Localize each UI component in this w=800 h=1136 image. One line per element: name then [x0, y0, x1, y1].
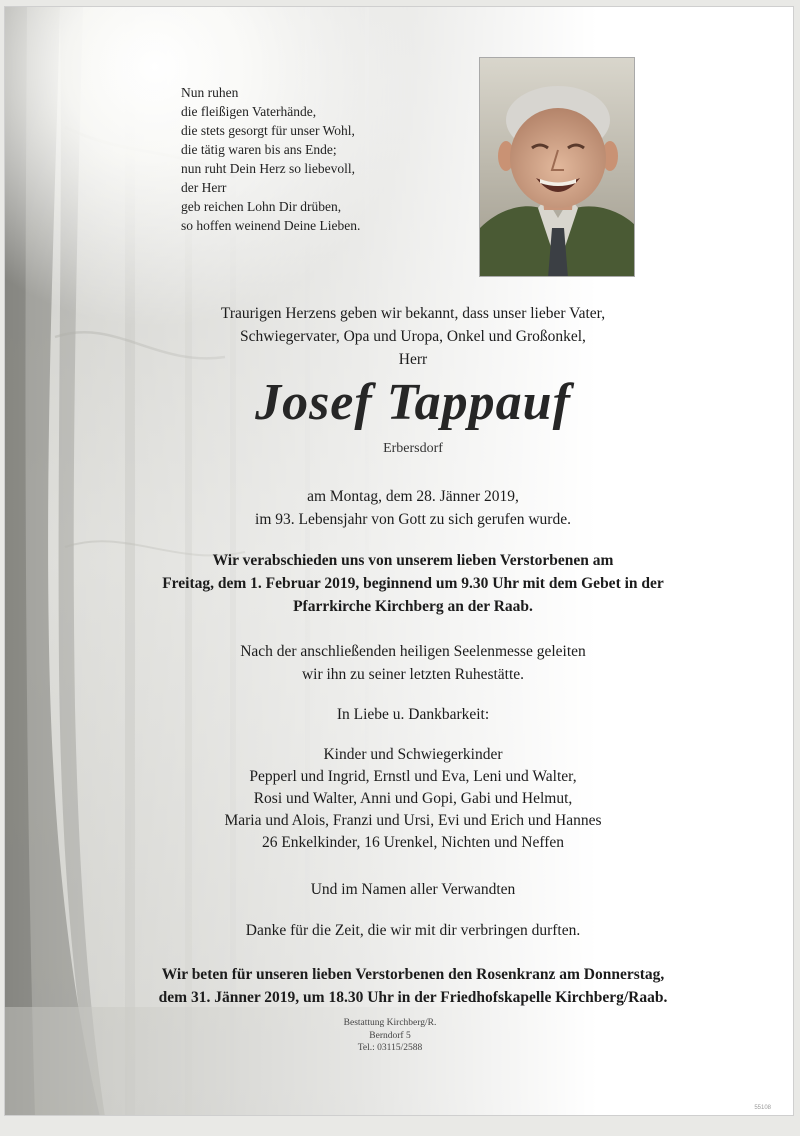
farewell-line: Wir verabschieden uns von unserem lieben Verstorbenen am: [212, 552, 614, 569]
poem-line: die tätig waren bis ans Ende;: [181, 142, 337, 157]
portrait-photo: [479, 57, 635, 277]
poem-line: so hoffen weinend Deine Lieben.: [181, 218, 361, 233]
mass-line: Nach der anschließenden heiligen Seelenmesse geleiten: [240, 643, 586, 660]
family-line: 26 Enkelkinder, 16 Urenkel, Nichten und Neffen: [261, 834, 565, 851]
death-line: im 93. Lebensjahr von Gott zu sich gerufen wurde.: [255, 511, 571, 528]
poem-line: geb reichen Lohn Dir drüben,: [181, 199, 342, 214]
undertaker-info: [305, 1017, 475, 1055]
love-gratitude-line: In Liebe u. Dankbarkeit:: [336, 706, 490, 723]
undertaker-line: Berndorf 5: [369, 1030, 411, 1041]
deceased-name: Josef Tappauf: [255, 374, 571, 431]
obituary-sheet: [4, 6, 794, 1116]
family-line: Rosi und Walter, Anni und Gopi, Gabi und Helmut,: [253, 790, 573, 807]
rosary-line: Wir beten für unseren lieben Verstorbenen den Rosenkranz am Donnerstag,: [161, 966, 665, 983]
relatives-line: Und im Namen aller Verwandten: [310, 881, 516, 898]
farewell-line: Freitag, dem 1. Februar 2019, beginnend um 9.30 Uhr mit dem Gebet in der: [162, 575, 664, 592]
undertaker-line: Bestattung Kirchberg/R.: [343, 1018, 437, 1028]
farewell-notice: [85, 549, 741, 618]
undertaker-line: Tel.: 03115/2588: [357, 1043, 423, 1053]
rosary-line: dem 31. Jänner 2019, um 18.30 Uhr in der Friedhofskapelle Kirchberg/Raab.: [158, 989, 668, 1006]
mass-line: wir ihn zu seiner letzten Ruhestätte.: [301, 666, 525, 683]
rosary-notice: [85, 963, 741, 1009]
intro-line: Schwiegervater, Opa und Uropa, Onkel und Großonkel,: [240, 328, 586, 345]
death-notice: [85, 485, 741, 531]
poem-line: die fleißigen Vaterhände,: [181, 104, 317, 119]
poem-line: die stets gesorgt für unser Wohl,: [181, 123, 355, 138]
farewell-line: Pfarrkirche Kirchberg an der Raab.: [293, 598, 533, 615]
announcement-intro: [85, 302, 741, 371]
family-list: [85, 744, 741, 854]
memorial-poem: [181, 83, 441, 235]
intro-line: Traurigen Herzens geben wir bekannt, dass unser lieber Vater,: [220, 305, 606, 322]
mass-notice: [85, 640, 741, 686]
death-line: am Montag, dem 28. Jänner 2019,: [307, 488, 519, 505]
deceased-place: Erbersdorf: [383, 441, 443, 456]
poem-line: nun ruht Dein Herz so liebevoll,: [181, 161, 355, 176]
family-line: Kinder und Schwiegerkinder: [323, 746, 503, 763]
print-code: 55108: [754, 1105, 771, 1111]
family-line: Pepperl und Ingrid, Ernstl und Eva, Leni und Walter,: [249, 768, 577, 785]
poem-line: der Herr: [181, 180, 227, 195]
thanks-line: Danke für die Zeit, die wir mit dir verbringen durften.: [245, 922, 581, 939]
intro-line: Herr: [398, 351, 428, 368]
poem-line: Nun ruhen: [181, 85, 239, 100]
family-line: Maria und Alois, Franzi und Ursi, Evi und Erich und Hannes: [224, 812, 602, 829]
